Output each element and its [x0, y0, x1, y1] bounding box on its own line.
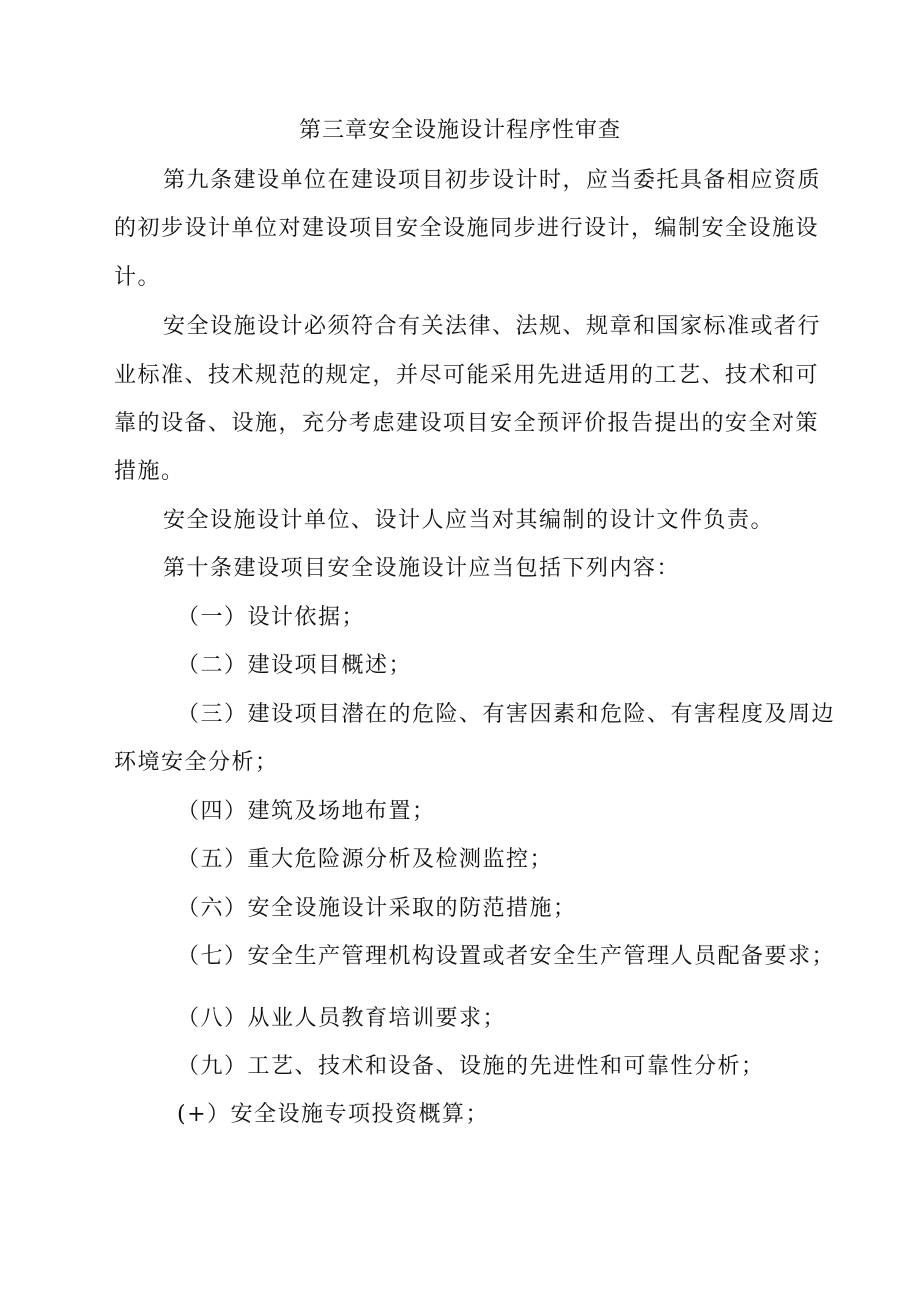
text-line: 第九条建设单位在建设项目初步设计时，应当委托具备相应资质 — [163, 168, 822, 193]
text-line: 靠的设备、设施，充分考虑建设项目安全预评价报告提出的安全对策 — [114, 411, 820, 436]
list-item: （一）设计依据； — [177, 605, 366, 630]
list-item: （九）工艺、技术和设备、设施的先进性和可靠性分析； — [177, 1054, 765, 1079]
chapter-title: 第三章安全设施设计程序性审查 — [298, 118, 621, 143]
list-item: （七）安全生产管理机构设置或者安全生产管理人员配备要求； — [177, 944, 836, 969]
text-line: 的初步设计单位对建设项目安全设施同步进行设计，编制安全设施设 — [114, 216, 820, 241]
list-item: (+）安全设施专项投资概算； — [177, 1102, 490, 1127]
list-item: （三）建设项目潜在的危险、有害因素和危险、有害程度及周边 — [177, 702, 836, 727]
text-line: 措施。 — [114, 459, 185, 484]
text-line: 安全设施设计单位、设计人应当对其编制的设计文件负责。 — [163, 508, 775, 533]
list-item: （四）建筑及场地布置； — [177, 799, 436, 824]
list-item: （五）重大危险源分析及检测监控； — [177, 847, 554, 872]
list-item-continuation: 环境安全分析； — [114, 750, 279, 775]
list-item: （八）从业人员教育培训要求； — [177, 1006, 507, 1031]
text-line: 计。 — [114, 265, 162, 290]
text-line: 业标准、技术规范的规定，并尽可能采用先进适用的工艺、技术和可 — [114, 363, 820, 388]
text-line: 第十条建设项目安全设施设计应当包括下列内容： — [163, 556, 681, 581]
list-item: （六）安全设施设计采取的防范措施； — [177, 896, 577, 921]
text-line: 安全设施设计必须符合有关法律、法规、规章和国家标准或者行 — [163, 314, 822, 339]
list-item: （二）建设项目概述； — [177, 653, 413, 678]
